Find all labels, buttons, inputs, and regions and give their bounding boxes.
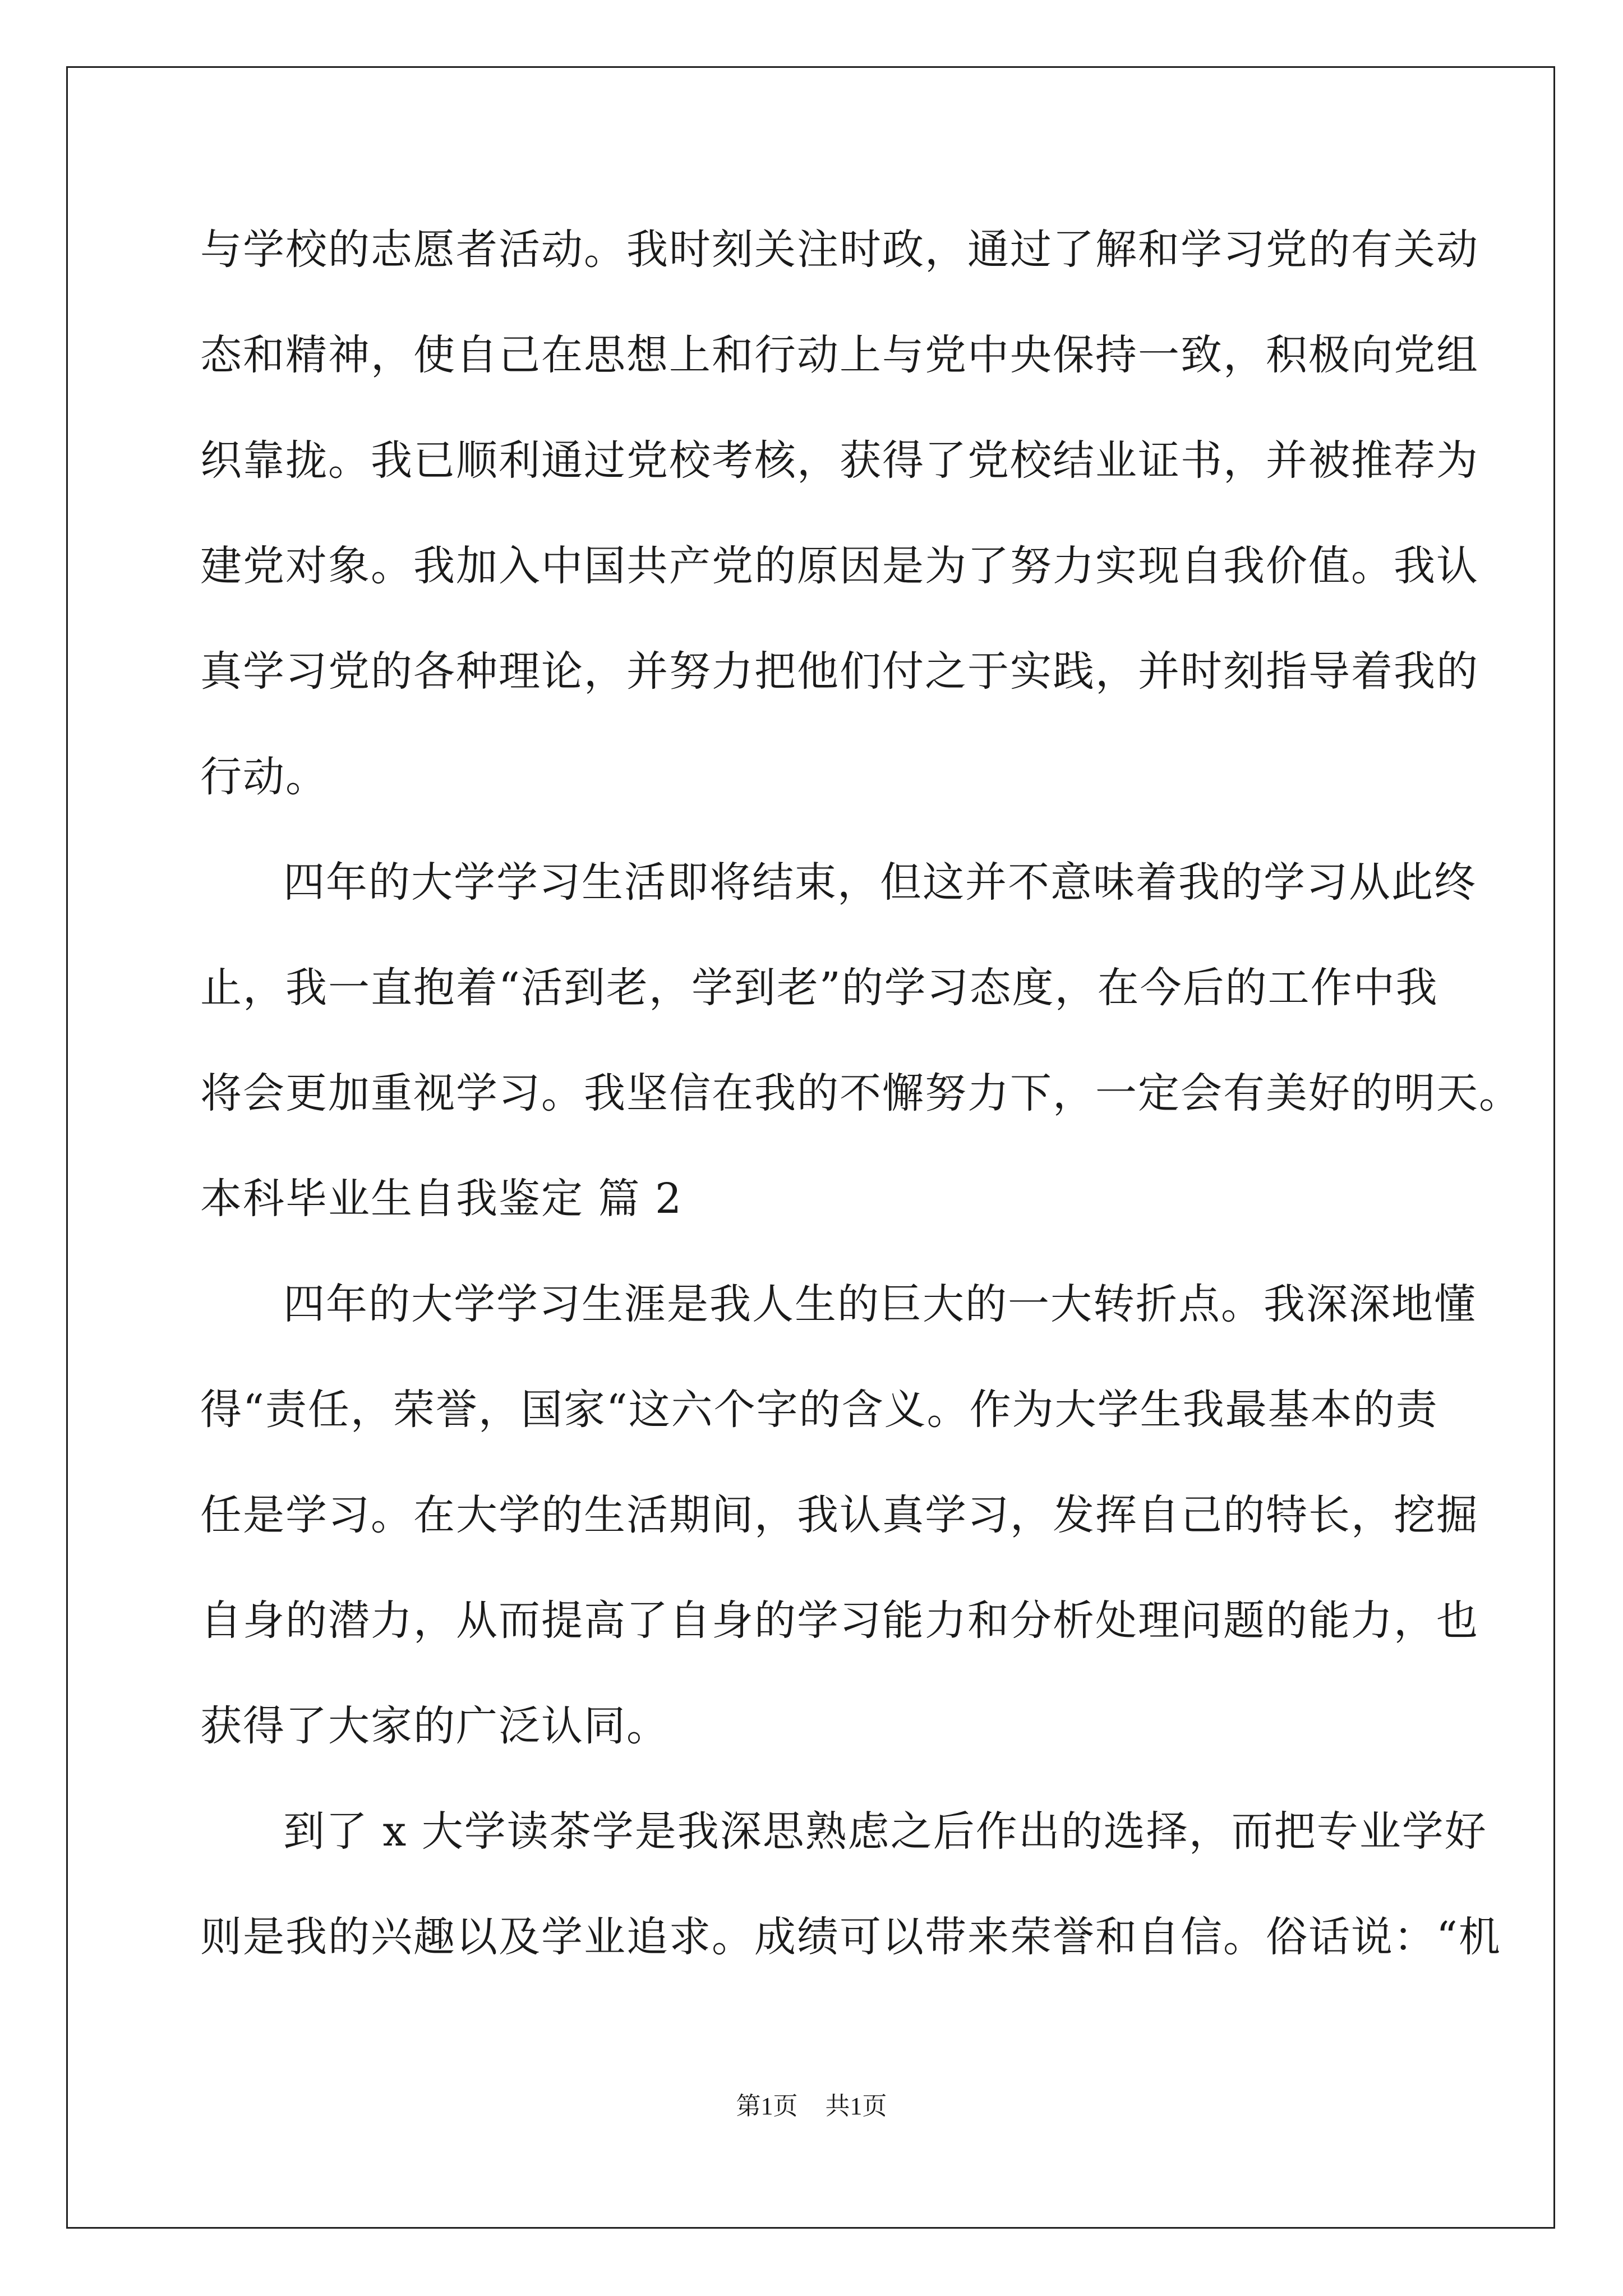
section-heading: 本科毕业生自我鉴定 篇 2 [200, 1175, 683, 1223]
paragraph-start-line: 到了 x 大学读茶学是我深思熟虑之后作出的选择，而把专业学好 [283, 1807, 1487, 1856]
text-line: 得“责任，荣誉，国家“这六个字的含义。作为大学生我最基本的责 [200, 1386, 1438, 1434]
page-total: 共1页 [825, 2092, 887, 2120]
text-line: 行动。 [200, 753, 328, 801]
text-line: 建党对象。我加入中国共产党的原因是为了努力实现自我价值。我认 [200, 542, 1479, 590]
text-line: 态和精神，使自己在思想上和行动上与党中央保持一致，积极向党组 [200, 331, 1479, 379]
text-line: 与学校的志愿者活动。我时刻关注时政，通过了解和学习党的有关动 [200, 226, 1479, 274]
text-line: 止，我一直抱着“活到老，学到老”的学习态度，在今后的工作中我 [200, 964, 1438, 1012]
paragraph-start-line: 四年的大学学习生活即将结束，但这并不意味着我的学习从此终 [283, 858, 1477, 907]
text-line: 则是我的兴趣以及学业追求。成绩可以带来荣誉和自信。俗话说：“机 [200, 1913, 1501, 1961]
text-line: 获得了大家的广泛认同。 [200, 1702, 669, 1750]
text-line: 任是学习。在大学的生活期间，我认真学习，发挥自己的特长，挖掘 [200, 1491, 1479, 1539]
paragraph-start-line: 四年的大学学习生涯是我人生的巨大的一大转折点。我深深地懂 [283, 1280, 1477, 1328]
page-number: 第1页 [736, 2092, 798, 2120]
text-line: 自身的潜力，从而提高了自身的学习能力和分析处理问题的能力，也 [200, 1596, 1479, 1645]
page-footer [0, 2086, 1623, 2122]
text-line: 真学习党的各种理论，并努力把他们付之于实践，并时刻指导着我的 [200, 647, 1479, 696]
text-line: 织靠拢。我已顺利通过党校考核，获得了党校结业证书，并被推荐为 [200, 436, 1479, 485]
text-line: 将会更加重视学习。我坚信在我的不懈努力下，一定会有美好的明天。 [200, 1069, 1521, 1117]
document-body [200, 210, 1521, 2003]
